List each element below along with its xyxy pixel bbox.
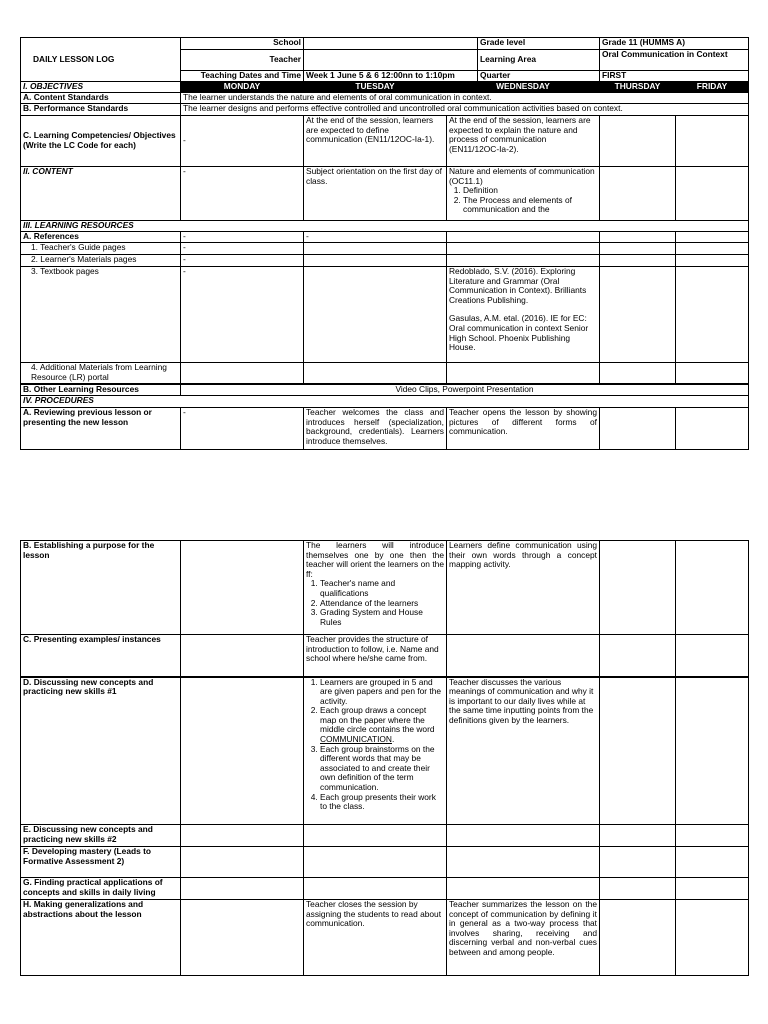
- day-monday: MONDAY: [181, 82, 304, 93]
- day-wednesday: WEDNESDAY: [447, 82, 600, 93]
- reference-entry: Gasulas, A.M. etal. (2016). IE for EC: Oral communication in context Senior High School. Phoenix Publishing House.: [449, 313, 589, 353]
- grade-label: Grade level: [478, 38, 600, 50]
- day-friday: FRIDAY: [676, 82, 749, 93]
- textbook-mon: -: [181, 267, 304, 363]
- discuss1-label: D. Discussing new concepts and practicing new skills #1: [21, 677, 181, 825]
- lesson-log-table-page2: [20, 540, 749, 976]
- lesson-log-table-page1: [20, 37, 749, 450]
- content-tue: Subject orientation on the first day of class.: [304, 167, 447, 221]
- reference-entry: Redoblado, S.V. (2016). Exploring Literature and Grammar (Oral Communication in Context). Brilliants Creations Publishing.: [449, 266, 587, 305]
- day-thursday: THURSDAY: [600, 82, 676, 93]
- purpose-label: B. Establishing a purpose for the lesson: [21, 541, 181, 635]
- examples-label: C. Presenting examples/ instances: [21, 635, 181, 677]
- content-standards-text: The learner understands the nature and elements of oral communication in context.: [181, 93, 749, 104]
- content-wed-intro: Nature and elements of communication (OC11.1): [449, 166, 595, 186]
- other-resources-text: Video Clips, Powerpoint Presentation: [181, 384, 749, 396]
- discuss2-label: E. Discussing new concepts and practicing new skills #2: [21, 825, 181, 847]
- content-wed-list: [449, 186, 597, 215]
- references-mon: -: [181, 232, 304, 243]
- procedures-heading: IV. PROCEDURES: [21, 396, 749, 408]
- list-item: 3. Grading System and House Rules: [320, 608, 444, 627]
- competencies-thu: [600, 116, 676, 167]
- performance-standards-text: The learner designs and performs effective controlled and uncontrolled oral communication activities based on context.: [181, 104, 749, 116]
- competencies-mon: -: [181, 116, 304, 167]
- references-label: A. References: [21, 232, 181, 243]
- generalizations-label: H. Making generalizations and abstractions about the lesson: [21, 900, 181, 976]
- competencies-wed: At the end of the session, learners are expected to explain the nature and process of communication (EN11/12OC-Ia-2).: [447, 116, 600, 167]
- content-mon: -: [181, 167, 304, 221]
- school-value: [304, 38, 478, 50]
- resources-heading: III. LEARNING RESOURCES: [21, 221, 749, 232]
- area-value: Oral Communication in Context: [600, 50, 749, 71]
- list-item: 1. Definition: [463, 186, 597, 196]
- school-label: School: [181, 38, 304, 50]
- purpose-tue-intro: The learners will introduce themselves one by one then the teacher will orient the learners on the ff:: [306, 540, 444, 579]
- teacher-value: [304, 50, 478, 71]
- content-fri: [676, 167, 749, 221]
- additional-materials-label: 4. Additional Materials from Learning Resource (LR) portal: [21, 363, 181, 384]
- textbook-wed: [447, 267, 600, 363]
- keyword-communication: COMMUNICATION: [320, 734, 392, 745]
- content-thu: [600, 167, 676, 221]
- lm-pages-mon: -: [181, 255, 304, 267]
- tg-pages-label: 1. Teacher's Guide pages: [21, 243, 181, 255]
- mastery-label: F. Developing mastery (Leads to Formative Assessment 2): [21, 847, 181, 878]
- discuss1-wed: Teacher discusses the various meanings of communication and why it is important to our daily lives while at the same time inputting points from the definitions given by the learners.: [447, 677, 600, 825]
- lm-pages-label: 2. Learner's Materials pages: [21, 255, 181, 267]
- teacher-label: Teacher: [181, 50, 304, 71]
- generalizations-tue: Teacher closes the session by assigning the students to read about communication.: [304, 900, 447, 976]
- performance-standards-label: B. Performance Standards: [21, 104, 181, 116]
- content-wed: [447, 167, 600, 221]
- list-item: 4. Each group presents their work to the class.: [320, 793, 444, 812]
- list-item: 2. The Process and elements of communication and the: [463, 196, 597, 215]
- list-item: 2. Each group draws a concept map on the paper where the middle circle contains the word COMMUNICATION.: [320, 706, 444, 744]
- content-heading: II. CONTENT: [21, 167, 181, 221]
- list-item: 2. Attendance of the learners: [320, 599, 444, 609]
- dates-value: Week 1 June 5 & 6 12:00nn to 1:10pm: [304, 71, 478, 82]
- applications-label: G. Finding practical applications of concepts and skills in daily living: [21, 878, 181, 900]
- list-item: 1. Learners are grouped in 5 and are given papers and pen for the activity.: [320, 678, 444, 707]
- quarter-value: FIRST: [600, 71, 749, 82]
- examples-tue: Teacher provides the structure of introduction to follow, i.e. Name and school where he/she came from.: [304, 635, 447, 677]
- content-standards-label: A. Content Standards: [21, 93, 181, 104]
- objectives-heading: I. OBJECTIVES: [21, 82, 181, 93]
- quarter-label: Quarter: [478, 71, 600, 82]
- grade-value: Grade 11 (HUMMS A): [600, 38, 749, 50]
- discuss1-tue: [304, 677, 447, 825]
- purpose-tue-list: [306, 579, 444, 627]
- review-wed: Teacher opens the lesson by showing pictures of different forms of communication.: [447, 408, 600, 450]
- competencies-label: C. Learning Competencies/ Objectives (Write the LC Code for each): [21, 116, 181, 167]
- generalizations-wed: Teacher summarizes the lesson on the concept of communication by defining it in general as a two-way process that involves sharing, receiving and discerning verbal and non-verbal cues between and among people.: [447, 900, 600, 976]
- competencies-tue: At the end of the session, learners are expected to define communication (EN11/12OC-Ia-1).: [304, 116, 447, 167]
- other-resources-label: B. Other Learning Resources: [21, 384, 181, 396]
- review-tue: Teacher welcomes the class and introduces herself (specialization, background, credentials). Learners introduce themselves.: [304, 408, 447, 450]
- tg-pages-mon: -: [181, 243, 304, 255]
- discuss1-tue-list: [306, 678, 444, 812]
- area-label: Learning Area: [478, 50, 600, 71]
- textbook-label: 3. Textbook pages: [21, 267, 181, 363]
- day-tuesday: TUESDAY: [304, 82, 447, 93]
- competencies-fri: [676, 116, 749, 167]
- references-tue: -: [304, 232, 447, 243]
- review-label: A. Reviewing previous lesson or presenting the new lesson: [21, 408, 181, 450]
- review-mon: -: [181, 408, 304, 450]
- dates-label: Teaching Dates and Time: [181, 71, 304, 82]
- purpose-tue: [304, 541, 447, 635]
- list-item: 1. Teacher's name and qualifications: [320, 579, 444, 598]
- list-item: 3. Each group brainstorms on the different words that may be associated to and create their own definition of the term communication.: [320, 745, 444, 793]
- purpose-wed: Learners define communication using their own words through a concept mapping activity.: [447, 541, 600, 635]
- log-title: DAILY LESSON LOG: [33, 53, 115, 64]
- log-title-cell: [21, 38, 181, 82]
